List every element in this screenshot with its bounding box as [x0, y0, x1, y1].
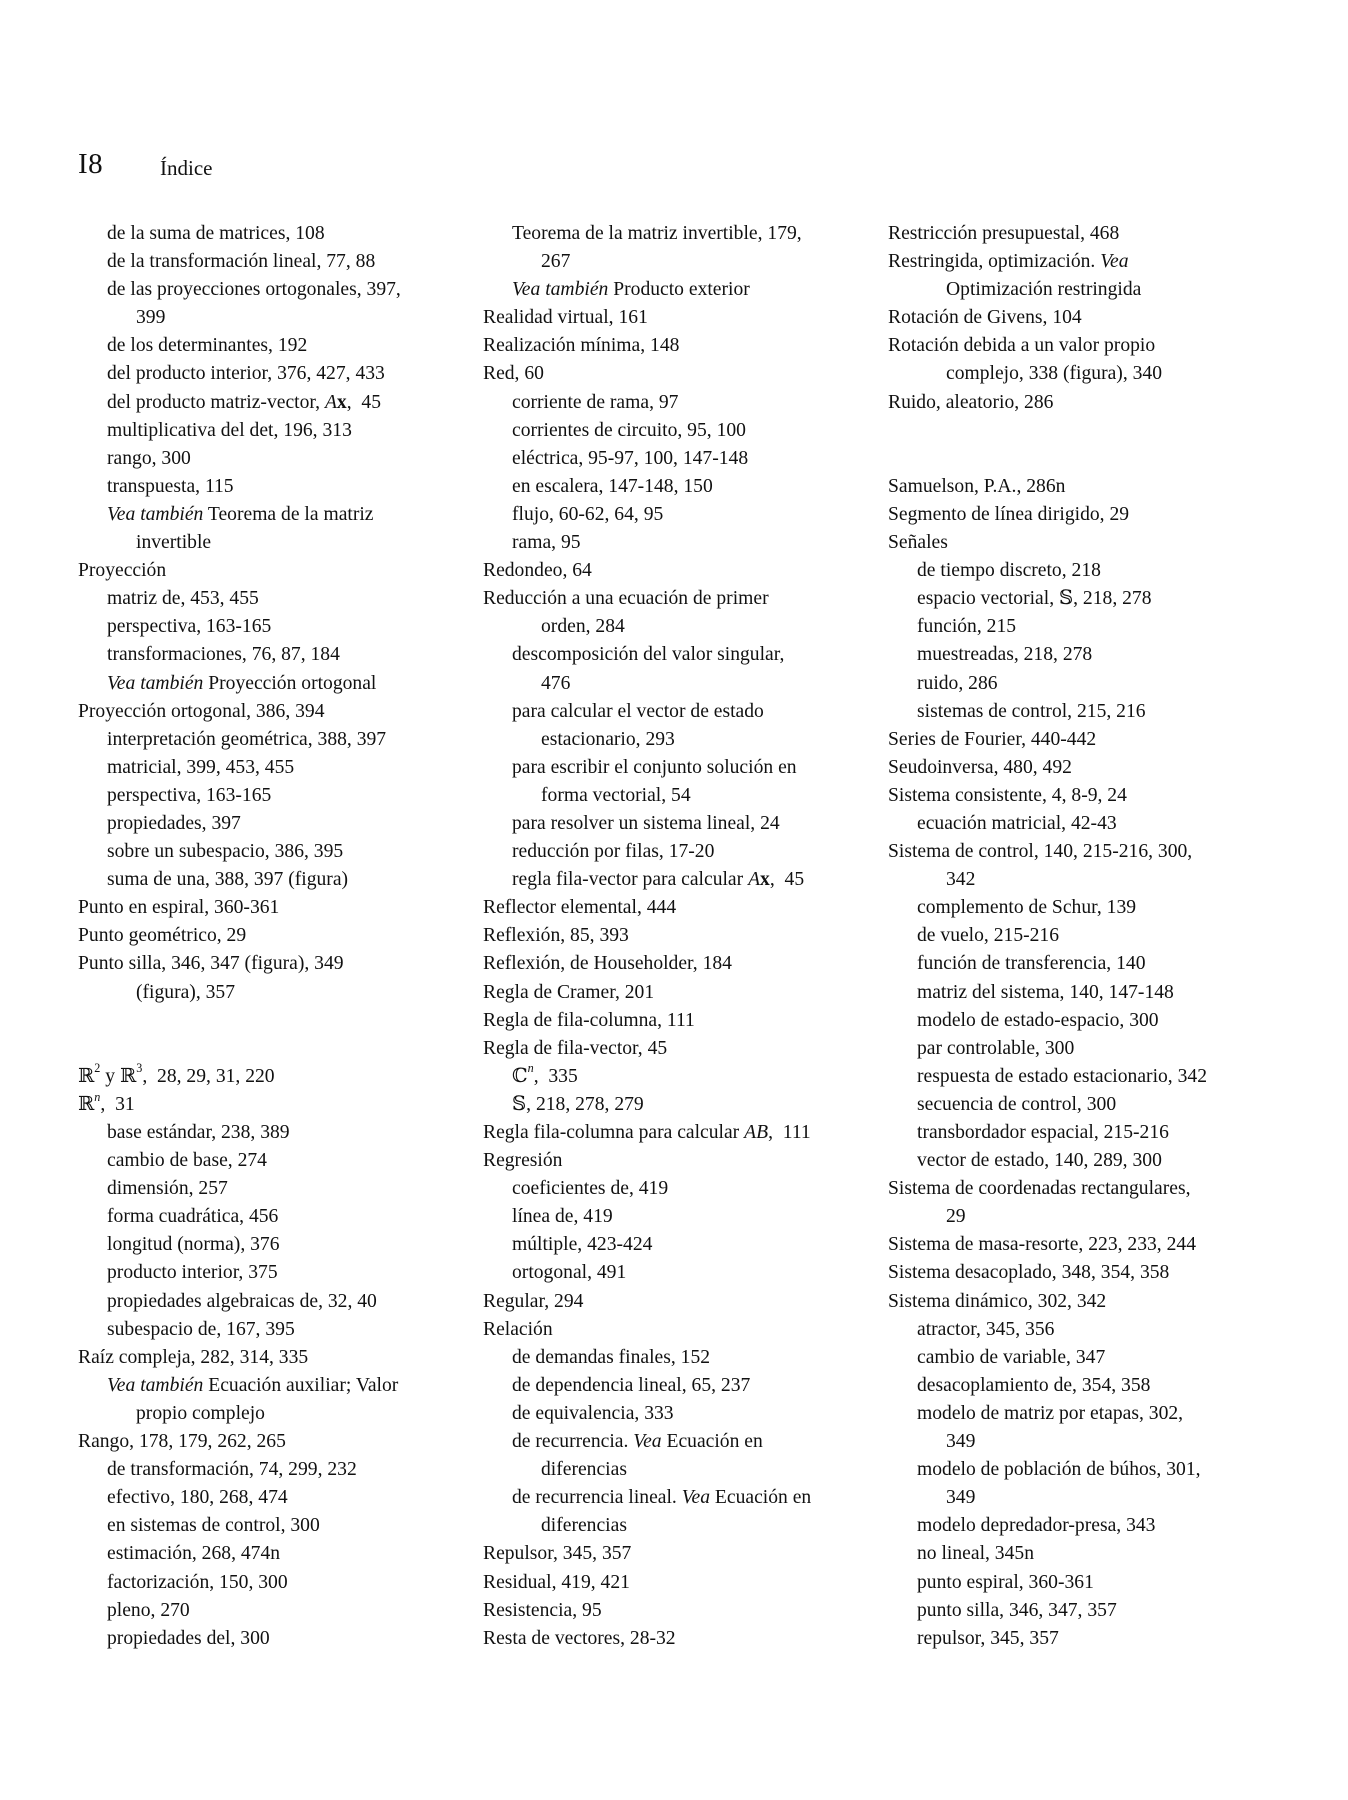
index-subentry: propiedades algebraicas de, 32, 40 — [107, 1290, 377, 1312]
index-subentry: atractor, 345, 356 — [917, 1318, 1055, 1340]
index-entry: Sistema de coordenadas rectangulares, — [888, 1178, 1191, 1200]
index-entry: Rotación de Givens, 104 — [888, 307, 1082, 329]
index-spacer — [78, 1007, 458, 1035]
index-subentry: para escribir el conjunto solución en — [512, 756, 797, 778]
index-subentry: de equivalencia, 333 — [512, 1402, 674, 1424]
index-subentry: sistemas de control, 215, 216 — [917, 700, 1146, 722]
index-subentry: Vea también Teorema de la matriz — [107, 503, 374, 525]
index-subentry: de la transformación lineal, 77, 88 — [107, 251, 376, 273]
index-subentry: de demandas finales, 152 — [512, 1346, 711, 1368]
index-subentry: respuesta de estado estacionario, 342 — [917, 1065, 1207, 1087]
index-spacer — [78, 1035, 458, 1063]
index-subentry: modelo de estado-espacio, 300 — [917, 1009, 1159, 1031]
index-subentry: de recurrencia lineal. Vea Ecuación en — [512, 1487, 812, 1509]
index-subentry: matriz de, 453, 455 — [107, 588, 259, 610]
index-subentry: punto silla, 346, 347, 357 — [917, 1599, 1117, 1621]
index-subentry: longitud (norma), 376 — [107, 1234, 280, 1256]
index-subentry: Teorema de la matriz invertible, 179, — [512, 223, 802, 244]
index-entry: Sistema desacoplado, 348, 354, 358 — [888, 1262, 1170, 1284]
index-subentry: cambio de base, 274 — [107, 1150, 267, 1172]
index-subentry: coeficientes de, 419 — [512, 1178, 669, 1200]
index-subentry: efectivo, 180, 268, 474 — [107, 1487, 288, 1509]
index-subentry: ortogonal, 491 — [512, 1262, 627, 1284]
index-subentry: del producto interior, 376, 427, 433 — [107, 363, 385, 385]
index-continuation: 476 — [541, 672, 571, 694]
index-subentry: modelo depredador-presa, 343 — [917, 1515, 1156, 1537]
index-subentry: subespacio de, 167, 395 — [107, 1318, 295, 1340]
index-subentry: en sistemas de control, 300 — [107, 1515, 320, 1537]
index-subentry: modelo de matriz por etapas, 302, — [917, 1402, 1184, 1424]
index-subentry: perspectiva, 163-165 — [107, 616, 272, 638]
index-subentry: transpuesta, 115 — [107, 475, 234, 497]
index-subentry: de las proyecciones ortogonales, 397, — [107, 279, 401, 301]
index-subentry: del producto matriz-vector, Ax, 45 — [107, 391, 381, 413]
index-subentry: par controlable, 300 — [917, 1037, 1075, 1059]
index-continuation: diferencias — [541, 1515, 627, 1537]
index-subentry: de vuelo, 215-216 — [917, 925, 1060, 947]
index-continuation: 29 — [946, 1206, 966, 1228]
index-entry: Sistema de masa-resorte, 223, 233, 244 — [888, 1234, 1196, 1256]
index-subentry: para resolver un sistema lineal, 24 — [512, 812, 780, 834]
index-subentry: descomposición del valor singular, — [512, 644, 785, 666]
index-entry: Segmento de línea dirigido, 29 — [888, 503, 1130, 525]
index-subentry: de los determinantes, 192 — [107, 335, 308, 357]
index-entry: Restringida, optimización. Vea — [888, 251, 1129, 273]
index-subentry: interpretación geométrica, 388, 397 — [107, 728, 387, 750]
index-subentry: múltiple, 423-424 — [512, 1234, 653, 1256]
index-continuation: propio complejo — [136, 1402, 265, 1424]
index-subentry: en escalera, 147-148, 150 — [512, 475, 713, 497]
index-continuation: complejo, 338 (figura), 340 — [946, 363, 1163, 385]
index-subentry: línea de, 419 — [512, 1206, 613, 1228]
index-entry: Proyección — [78, 560, 167, 582]
index-entry: ℝ$^2$ y ℝ$^3$, 28, 29, 31, 220 — [78, 1061, 275, 1087]
index-subentry: vector de estado, 140, 289, 300 — [917, 1150, 1162, 1172]
index-entry: Reflexión, de Householder, 184 — [483, 953, 732, 975]
index-subentry: propiedades, 397 — [107, 812, 241, 834]
index-subentry: corriente de rama, 97 — [512, 391, 679, 413]
index-continuation: 342 — [946, 869, 976, 891]
index-entry: Regla de fila-vector, 45 — [483, 1037, 668, 1059]
index-subentry: espacio vectorial, 𝕊, 218, 278 — [917, 588, 1152, 610]
index-subentry: sobre un subespacio, 386, 395 — [107, 841, 344, 863]
index-subentry: 𝕊, 218, 278, 279 — [512, 1093, 644, 1115]
index-entry: Reflector elemental, 444 — [483, 897, 677, 919]
index-subentry: de tiempo discreto, 218 — [917, 560, 1101, 582]
index-entry: Restricción presupuestal, 468 — [888, 223, 1120, 244]
index-entry: Sistema de control, 140, 215-216, 300, — [888, 841, 1193, 863]
index-subentry: matricial, 399, 453, 455 — [107, 756, 295, 778]
index-entry: Realización mínima, 148 — [483, 335, 680, 357]
index-subentry: Vea también Ecuación auxiliar; Valor — [107, 1374, 399, 1396]
index-subentry: Vea también Producto exterior — [512, 279, 750, 301]
index-entry: Regla de Cramer, 201 — [483, 981, 655, 1003]
index-subentry: ruido, 286 — [917, 672, 998, 694]
index-subentry: repulsor, 345, 357 — [917, 1627, 1059, 1649]
index-subentry: corrientes de circuito, 95, 100 — [512, 419, 746, 441]
index-subentry: transformaciones, 76, 87, 184 — [107, 644, 340, 666]
index-subentry: secuencia de control, 300 — [917, 1093, 1117, 1115]
index-subentry: multiplicativa del det, 196, 313 — [107, 419, 352, 441]
index-subentry: de dependencia lineal, 65, 237 — [512, 1374, 751, 1396]
index-subentry: punto espiral, 360-361 — [917, 1571, 1094, 1593]
index-subentry: función, 215 — [917, 616, 1017, 638]
index-subentry: de recurrencia. Vea Ecuación en — [512, 1431, 763, 1453]
index-spacer — [888, 417, 1268, 445]
index-entry: Sistema consistente, 4, 8-9, 24 — [888, 784, 1127, 806]
index-entry: Resistencia, 95 — [483, 1599, 602, 1621]
index-subentry: reducción por filas, 17-20 — [512, 841, 715, 863]
index-subentry: para calcular el vector de estado — [512, 700, 764, 722]
index-subentry: rango, 300 — [107, 447, 191, 469]
page-number: I8 — [78, 148, 104, 180]
index-entry: Rango, 178, 179, 262, 265 — [78, 1431, 286, 1453]
index-entry: Punto silla, 346, 347 (figura), 349 — [78, 953, 344, 975]
index-subentry: regla fila-vector para calcular Ax, 45 — [512, 869, 805, 891]
index-entry: Reflexión, 85, 393 — [483, 925, 629, 947]
index-entry: Seudoinversa, 480, 492 — [888, 756, 1072, 778]
index-entry: Regresión — [483, 1150, 563, 1172]
index-entry: Redondeo, 64 — [483, 560, 592, 582]
index-entry: Punto geométrico, 29 — [78, 925, 247, 947]
index-subentry: dimensión, 257 — [107, 1178, 228, 1200]
page-title: Índice — [160, 156, 213, 180]
index-entry: Red, 60 — [483, 363, 544, 385]
index-subentry: producto interior, 375 — [107, 1262, 278, 1284]
index-subentry: ℂ$^n$, 335 — [512, 1061, 578, 1087]
index-column-3 — [888, 220, 1268, 1653]
index-column-1 — [78, 220, 458, 1653]
index-entry: Sistema dinámico, 302, 342 — [888, 1290, 1107, 1312]
index-entry: Señales — [888, 532, 948, 554]
index-entry: Realidad virtual, 161 — [483, 307, 648, 329]
index-continuation: estacionario, 293 — [541, 728, 675, 750]
index-subentry: desacoplamiento de, 354, 358 — [917, 1374, 1151, 1396]
index-continuation: 349 — [946, 1487, 976, 1509]
index-subentry: Vea también Proyección ortogonal — [107, 672, 377, 694]
index-entry: Series de Fourier, 440-442 — [888, 728, 1097, 750]
index-continuation: 349 — [946, 1431, 976, 1453]
index-continuation: invertible — [136, 532, 212, 554]
index-subentry: base estándar, 238, 389 — [107, 1122, 290, 1143]
index-continuation: diferencias — [541, 1459, 627, 1481]
index-entry: Relación — [483, 1318, 553, 1340]
index-subentry: factorización, 150, 300 — [107, 1571, 288, 1593]
index-subentry: forma cuadrática, 456 — [107, 1206, 279, 1228]
index-subentry: no lineal, 345n — [917, 1543, 1034, 1565]
index-subentry: matriz del sistema, 140, 147-148 — [917, 981, 1174, 1003]
index-subentry: de la suma de matrices, 108 — [107, 223, 325, 244]
index-entry: Proyección ortogonal, 386, 394 — [78, 700, 325, 722]
index-subentry: rama, 95 — [512, 532, 581, 554]
index-continuation: forma vectorial, 54 — [541, 784, 691, 806]
index-subentry: complemento de Schur, 139 — [917, 897, 1137, 919]
index-entry: Raíz compleja, 282, 314, 335 — [78, 1346, 309, 1368]
index-entry: Repulsor, 345, 357 — [483, 1543, 632, 1565]
index-subentry: propiedades del, 300 — [107, 1627, 270, 1649]
index-subentry: perspectiva, 163-165 — [107, 784, 272, 806]
index-continuation: orden, 284 — [541, 616, 625, 638]
index-entry: Regular, 294 — [483, 1290, 584, 1312]
index-entry: Resta de vectores, 28-32 — [483, 1627, 676, 1649]
index-subentry: estimación, 268, 474n — [107, 1543, 281, 1565]
index-continuation: Optimización restringida — [946, 279, 1142, 301]
index-continuation: 399 — [136, 307, 166, 329]
index-subentry: modelo de población de búhos, 301, — [917, 1459, 1201, 1481]
index-spacer — [888, 445, 1268, 473]
index-subentry: eléctrica, 95-97, 100, 147-148 — [512, 447, 749, 469]
index-subentry: ecuación matricial, 42-43 — [917, 812, 1117, 834]
index-entry: Samuelson, P.A., 286n — [888, 475, 1066, 497]
index-continuation: (figura), 357 — [136, 981, 236, 1003]
index-entry: Residual, 419, 421 — [483, 1571, 630, 1593]
index-subentry: suma de una, 388, 397 (figura) — [107, 869, 349, 891]
index-subentry: cambio de variable, 347 — [917, 1346, 1106, 1368]
index-entry: Reducción a una ecuación de primer — [483, 588, 769, 610]
index-entry: Regla de fila-columna, 111 — [483, 1009, 695, 1031]
index-subentry: función de transferencia, 140 — [917, 953, 1146, 975]
index-entry: Regla fila-columna para calcular AB, 111 — [483, 1122, 811, 1143]
index-entry: Punto en espiral, 360-361 — [78, 897, 280, 919]
index-subentry: flujo, 60-62, 64, 95 — [512, 503, 664, 525]
index-entry: ℝ$^n$, 31 — [78, 1089, 135, 1115]
index-subentry: muestreadas, 218, 278 — [917, 644, 1093, 666]
index-entry: Ruido, aleatorio, 286 — [888, 391, 1054, 413]
index-entry: Rotación debida a un valor propio — [888, 335, 1156, 357]
index-subentry: transbordador espacial, 215-216 — [917, 1122, 1169, 1143]
index-subentry: de transformación, 74, 299, 232 — [107, 1459, 357, 1481]
index-column-2 — [483, 220, 863, 1653]
index-continuation: 267 — [541, 251, 571, 273]
index-subentry: pleno, 270 — [107, 1599, 190, 1621]
